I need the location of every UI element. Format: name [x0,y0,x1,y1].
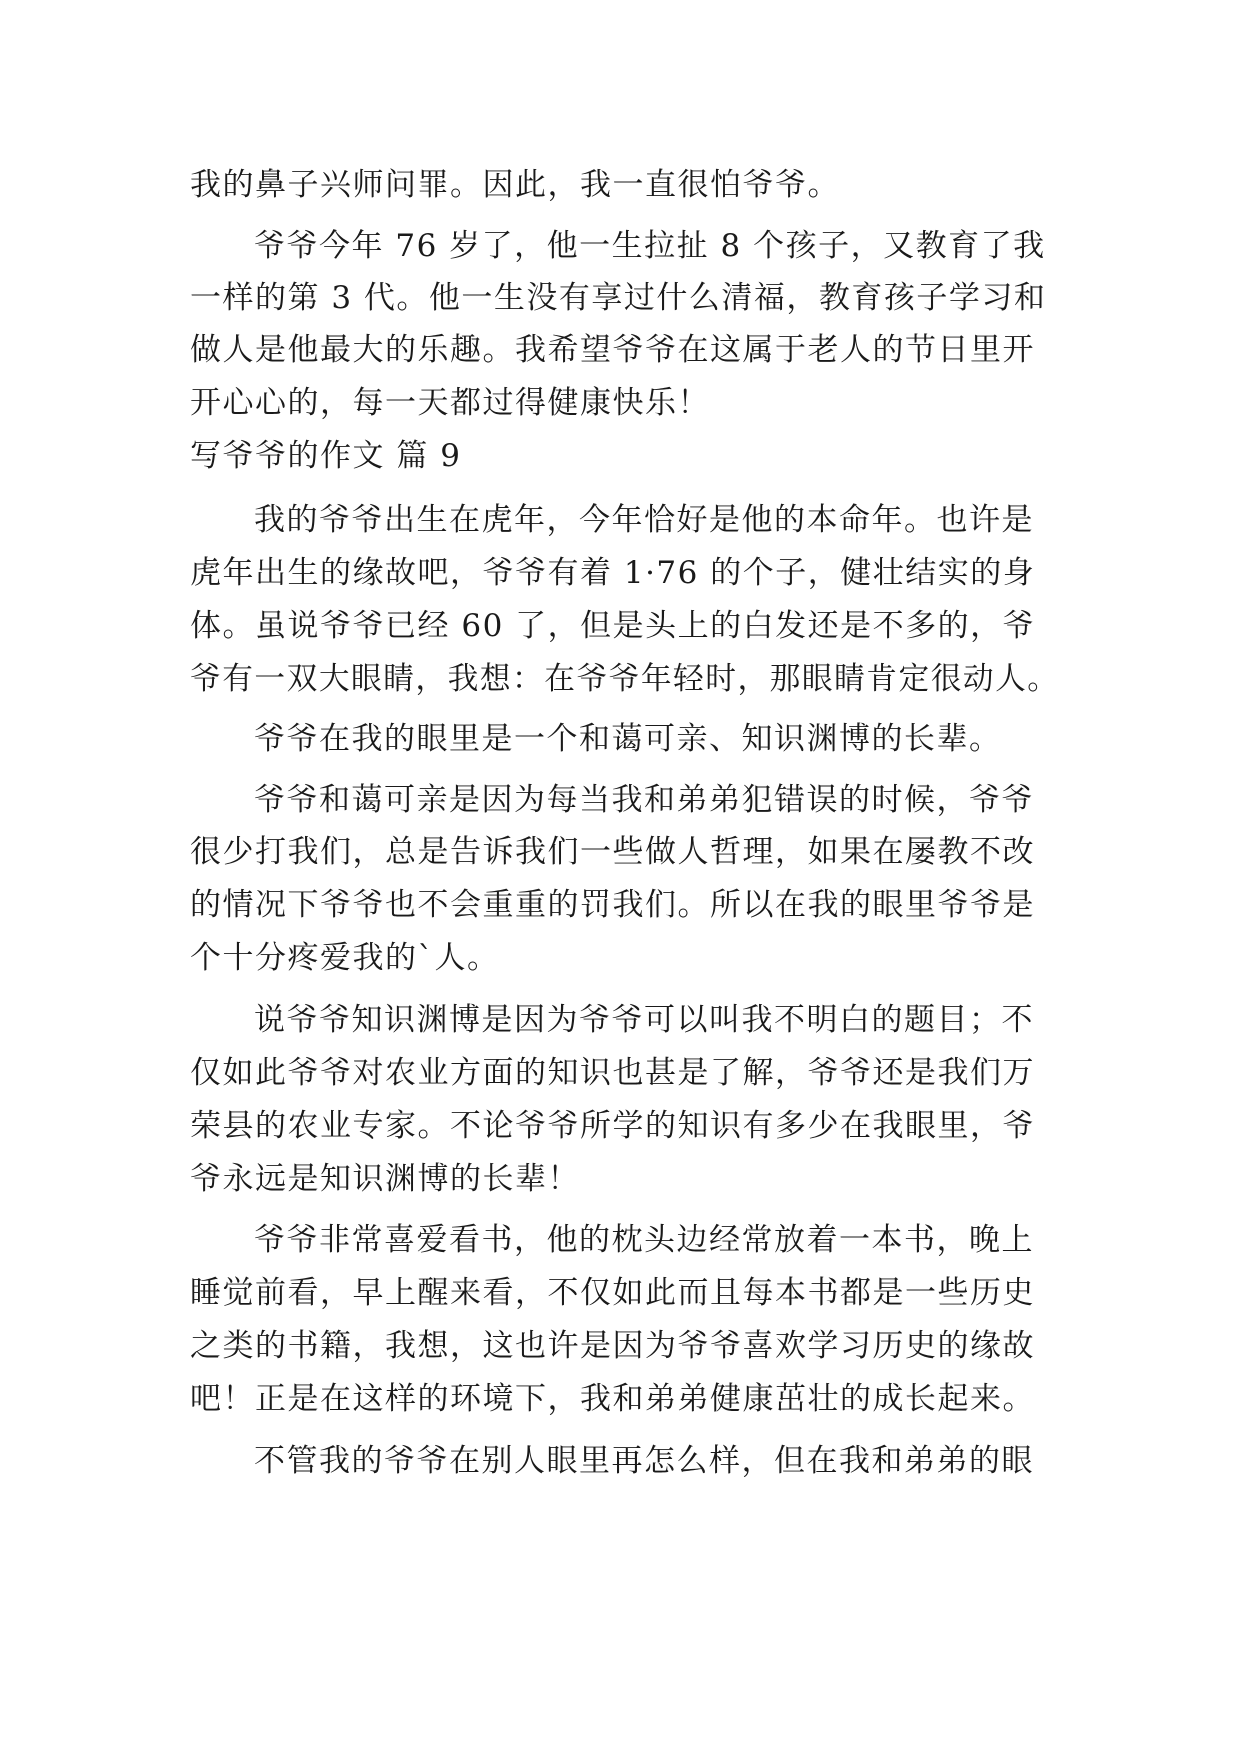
text-line: 我的鼻子兴师问罪。因此，我一直很怕爷爷。 [190,167,840,203]
text-line: 睡觉前看，早上醒来看，不仅如此而且每本书都是一些历史 [190,1275,1035,1311]
text-line: 虎年出生的缘故吧，爷爷有着 1·76 的个子，健壮结实的身 [190,555,1036,591]
text-line: 之类的书籍，我想，这也许是因为爷爷喜欢学习历史的缘故 [190,1328,1035,1364]
paragraph-first-line: 爷爷今年 76 岁了，他一生拉扯 8 个孩子，又教育了我 [254,228,1046,264]
text-line: 荣县的农业专家。不论爷爷所学的知识有多少在我眼里，爷 [190,1108,1035,1144]
paragraph-first-line: 爷爷和蔼可亲是因为每当我和弟弟犯错误的时候，爷爷 [254,782,1034,818]
text-line: 仅如此爷爷对农业方面的知识也甚是了解，爷爷还是我们万 [190,1055,1035,1091]
text-line: 爷永远是知识渊博的长辈！ [190,1161,580,1197]
text-line: 一样的第 3 代。他一生没有享过什么清福，教育孩子学习和 [190,280,1047,316]
text-line: 很少打我们，总是告诉我们一些做人哲理，如果在屡教不改 [190,834,1035,870]
text-line: 个十分疼爱我的`人。 [190,940,500,976]
text-line: 的情况下爷爷也不会重重的罚我们。所以在我的眼里爷爷是 [190,887,1035,923]
paragraph-first-line: 不管我的爷爷在别人眼里再怎么样，但在我和弟弟的眼 [254,1443,1034,1479]
paragraph-first-line: 爷爷在我的眼里是一个和蔼可亲、知识渊博的长辈。 [254,721,1002,757]
text-line: 体。虽说爷爷已经 60 了，但是头上的白发还是不多的，爷 [190,608,1036,644]
text-line: 吧！正是在这样的环境下，我和弟弟健康茁壮的成长起来。 [190,1381,1035,1417]
paragraph-first-line: 爷爷非常喜爱看书，他的枕头边经常放着一本书，晚上 [254,1222,1034,1258]
paragraph-first-line: 我的爷爷出生在虎年，今年恰好是他的本命年。也许是 [254,502,1034,538]
text-line: 爷有一双大眼睛，我想：在爷爷年轻时，那眼睛肯定很动人。 [190,661,1060,697]
section-heading: 写爷爷的作文 篇 9 [190,438,462,474]
text-line: 做人是他最大的乐趣。我希望爷爷在这属于老人的节日里开 [190,332,1035,368]
text-line: 开心心的，每一天都过得健康快乐！ [190,385,710,421]
paragraph-first-line: 说爷爷知识渊博是因为爷爷可以叫我不明白的题目；不 [254,1002,1034,1038]
